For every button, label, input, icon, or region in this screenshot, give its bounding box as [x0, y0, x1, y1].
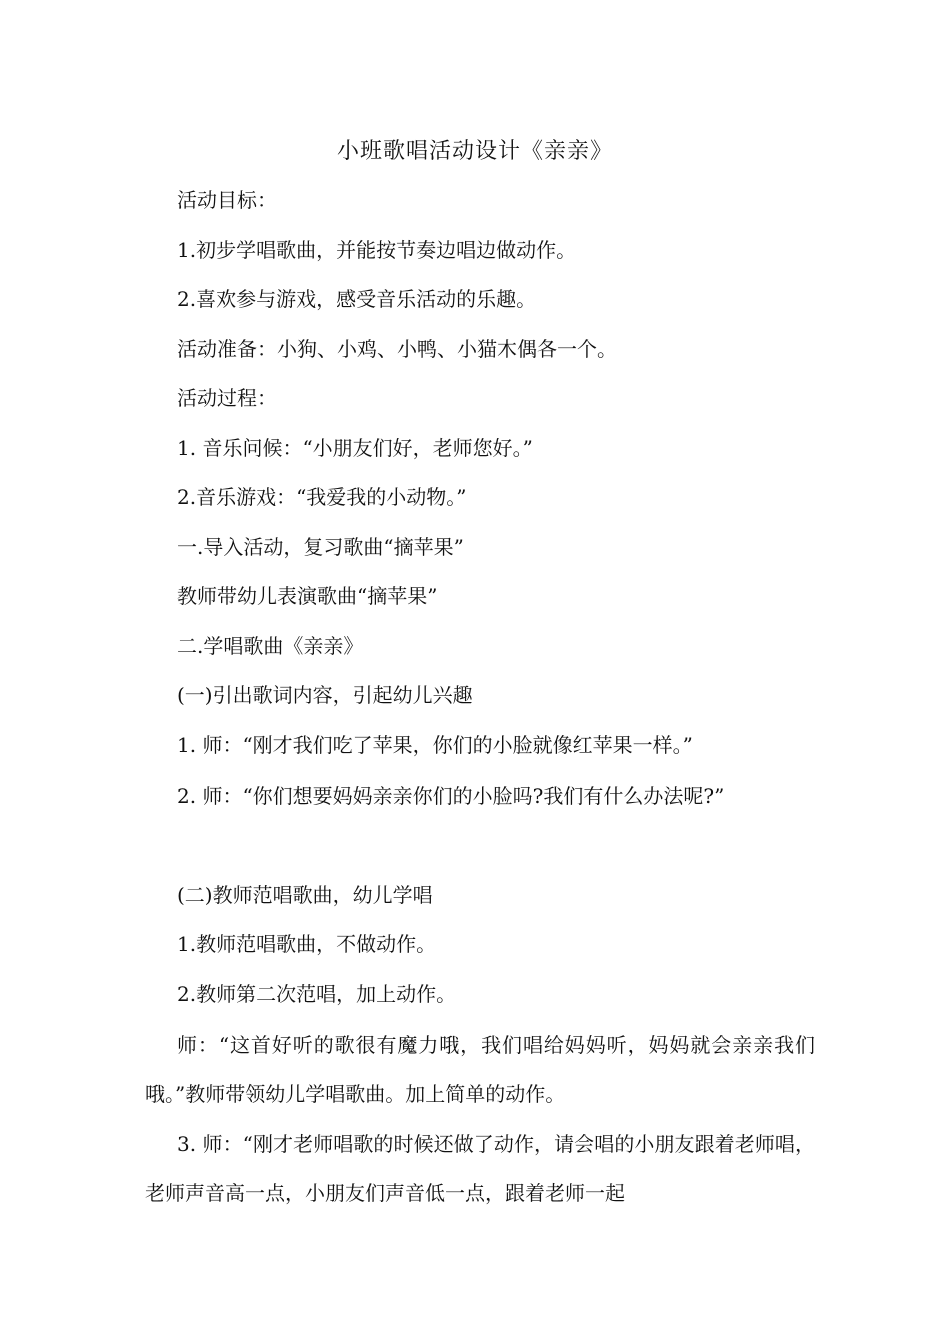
paragraph-goals-heading: 活动目标： [177, 188, 277, 212]
paragraph-process-1: 1. 音乐问候：“小朋友们好，老师您好。” [177, 436, 533, 460]
paragraph-teacher-quote: 师：“这首好听的歌很有魔力哦，我们唱给妈妈听，妈妈就会亲亲我们哦。”教师带领幼儿学唱歌曲。加上简单的动作。 [145, 1033, 815, 1106]
paragraph-subsection-one: (一)引出歌词内容，引起幼儿兴趣 [177, 683, 473, 707]
paragraph-preparation: 活动准备：小狗、小鸡、小鸭、小猫木偶各一个。 [177, 337, 617, 361]
document-title: 小班歌唱活动设计《亲亲》 [336, 139, 613, 164]
paragraph-subsection-two: (二)教师范唱歌曲，幼儿学唱 [177, 883, 433, 907]
paragraph-step-2: 2.教师第二次范唱，加上动作。 [177, 982, 457, 1006]
paragraph-section-one-body: 教师带幼儿表演歌曲“摘苹果” [177, 584, 438, 608]
paragraph-step-3: 3. 师：“刚才老师唱歌的时候还做了动作，请会唱的小朋友跟着老师唱，老师声音高一点，小朋友们声音低一点，跟着老师一起 [145, 1132, 815, 1205]
paragraph-teacher-line-2: 2. 师：“你们想要妈妈亲亲你们的小脸吗?我们有什么办法呢?” [177, 784, 725, 808]
paragraph-section-two: 二.学唱歌曲《亲亲》 [177, 634, 364, 658]
paragraph-teacher-line-1: 1. 师：“刚才我们吃了苹果，你们的小脸就像红苹果一样。” [177, 733, 693, 757]
paragraph-process-heading: 活动过程： [177, 386, 277, 410]
paragraph-step-1: 1.教师范唱歌曲，不做动作。 [177, 932, 437, 956]
paragraph-goal-1: 1.初步学唱歌曲，并能按节奏边唱边做动作。 [177, 238, 577, 262]
paragraph-process-2: 2.音乐游戏：“我爱我的小动物。” [177, 485, 467, 509]
paragraph-goal-2: 2.喜欢参与游戏，感受音乐活动的乐趣。 [177, 287, 537, 311]
paragraph-section-one: 一.导入活动，复习歌曲“摘苹果” [177, 535, 464, 559]
